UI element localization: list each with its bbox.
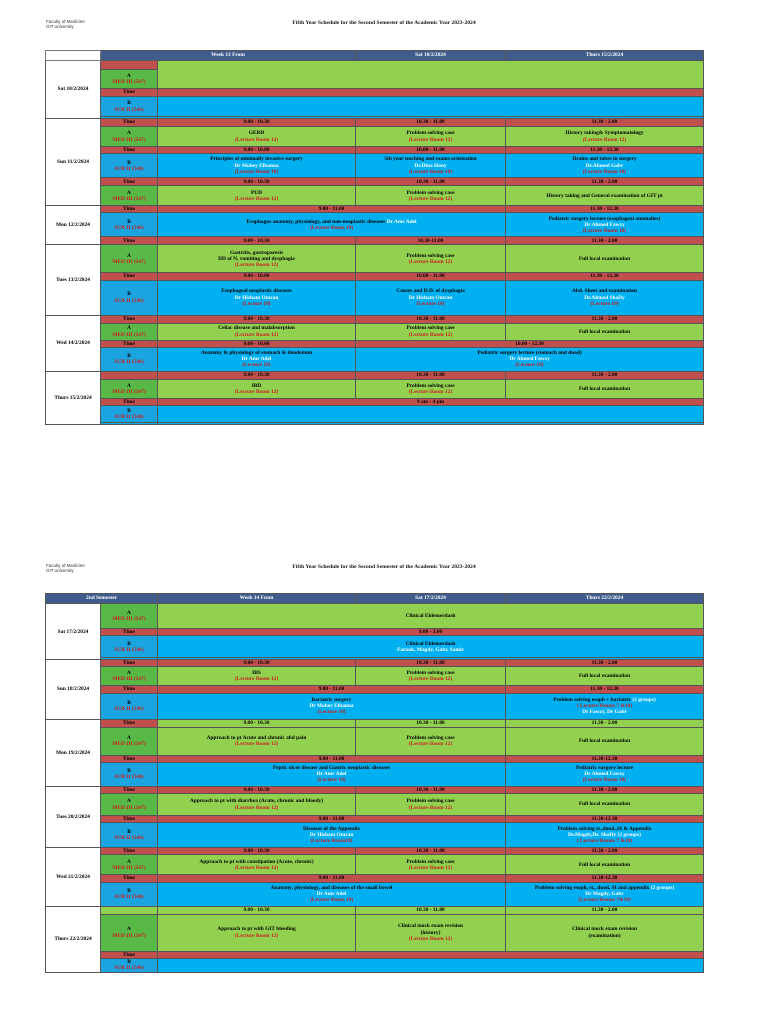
group-b-label: B SUR II (546) bbox=[101, 97, 158, 117]
table-row bbox=[46, 147, 704, 154]
session-cell: Problem solving esoph + bariatric (2 groups) ( Lecture Rooms 7 &10) Dr Fawzy, Dr Gabr bbox=[506, 693, 704, 719]
day-sun: Sun 18/2/2024 bbox=[46, 660, 101, 719]
slot-time: 9.00 - 10.30 bbox=[158, 315, 356, 323]
time-label: Time bbox=[101, 89, 158, 97]
session-cell: Full local examination bbox=[506, 855, 704, 875]
table-row bbox=[46, 693, 704, 719]
slot-time: 9.00 - 11.00 bbox=[158, 686, 506, 693]
university-name: GIT university bbox=[46, 24, 74, 29]
table-row bbox=[46, 178, 704, 186]
session-cell: Clinical mock exam revision (examination) bbox=[506, 914, 704, 951]
table-row bbox=[46, 340, 704, 347]
session-cell: Clinical mock exam revision (history) (Lecture Room 12) bbox=[356, 914, 506, 951]
table-row bbox=[46, 245, 704, 273]
time-label: Time bbox=[101, 629, 158, 636]
slot-time: 9.00 - 3.00 bbox=[158, 629, 704, 636]
table-row bbox=[46, 89, 704, 97]
slot-time: 9.00 - 10.30 bbox=[158, 119, 356, 127]
table-row bbox=[46, 371, 704, 379]
session-cell: Problem solving esoph, st., duod, SI and appendix (2 groups) Dr Magdy, Gabr (Lecture Rooms 7&10) bbox=[506, 882, 704, 906]
group-a-label: A MED III (547) bbox=[101, 323, 158, 340]
session-cell: Approach to pt Acute and chronic abd pain (Lecture Room 12) bbox=[158, 727, 356, 755]
time-label bbox=[101, 61, 158, 70]
group-b-label: B SUR II (546) bbox=[101, 882, 158, 906]
slot-time: 11.30 - 2.00 bbox=[506, 119, 704, 127]
slot-time: 11.30 - 2.00 bbox=[506, 786, 704, 793]
session-cell: IBS (Lecture Room 12) bbox=[158, 667, 356, 686]
day-mon: Mon 12/2/2024 bbox=[46, 206, 101, 245]
slot-time: 9.00 - 10.00 bbox=[158, 273, 356, 280]
slot-time: 11.30-12.30 bbox=[506, 875, 704, 882]
time-label: Time bbox=[101, 340, 158, 347]
group-a-label: A MED III (547) bbox=[101, 127, 158, 147]
schedule-page-2 bbox=[0, 512, 768, 1024]
slot-time: 11.30 - 2.00 bbox=[506, 660, 704, 667]
time-label: Time bbox=[101, 119, 158, 127]
slot-time: 9.00 - 10.30 bbox=[158, 178, 356, 186]
table-row bbox=[46, 315, 704, 323]
slot-time: 9.00 - 10.30 bbox=[158, 660, 356, 667]
slot-time: 10.30 - 11.00 bbox=[356, 786, 506, 793]
table-row bbox=[46, 406, 704, 423]
schedule-table-week-14 bbox=[45, 593, 704, 973]
time-label: Time bbox=[101, 237, 158, 245]
slot-time: 9 am - 4 pm bbox=[158, 398, 704, 405]
group-b-label: B SUR II (546) bbox=[101, 347, 158, 371]
session-cell: Problem solving case (Lecture Room 12) bbox=[356, 379, 506, 398]
table-row bbox=[46, 855, 704, 875]
slot-time: 11.30 - 2.00 bbox=[506, 906, 704, 914]
day-tue: Tues 20/2/2024 bbox=[46, 786, 101, 847]
slot-time: 10.30 - 11.00 bbox=[356, 719, 506, 727]
session-cell: IBD (Lecture Room 12) bbox=[158, 379, 356, 398]
spacer bbox=[101, 423, 158, 425]
slot-time: 10.00 - 11.00 bbox=[356, 273, 506, 280]
time-label: Time bbox=[101, 719, 158, 727]
session-cell: Full local examination bbox=[506, 245, 704, 273]
time-label: Time bbox=[101, 786, 158, 793]
slot-time: 9.00 - 11.00 bbox=[158, 206, 506, 213]
slot-time: 10.30 - 11.00 bbox=[356, 371, 506, 379]
sat-b-time bbox=[158, 89, 704, 97]
table-row bbox=[46, 727, 704, 755]
group-a-label: A MED III (547) bbox=[101, 667, 158, 686]
session-cell: Problem solving case (Lecture Room 12) bbox=[356, 127, 506, 147]
slot-time: 9.00 - 11.00 bbox=[158, 875, 506, 882]
group-b-label: B SUR II (546) bbox=[101, 154, 158, 178]
slot-time: 11.30 - 2.00 bbox=[506, 848, 704, 855]
session-cell: Approach to pt with GIT bleeding (Lecture Room 12) bbox=[158, 914, 356, 951]
table-row bbox=[46, 951, 704, 958]
session-cell: Problem solving case (Lecture Room 12) bbox=[356, 855, 506, 875]
session-cell: Abd. Sheet and examination Dr.Ahmed ShaDy (Lecture 10) bbox=[506, 280, 704, 315]
slot-time: 11.30 - 2.00 bbox=[506, 237, 704, 245]
session-cell: Peptic ulcer disease and Gastric neoplastic diseases Dr Amr Adel (Lecture 10) bbox=[158, 762, 506, 786]
session-cell: Gastritis, gastroparesis DD of N, vomiting and dysphagia (Lecture Room 12) bbox=[158, 245, 356, 273]
slot-time: 10.30 - 11.00 bbox=[356, 315, 506, 323]
session-cell: Problem solving case (Lecture Room 12) bbox=[356, 323, 506, 340]
session-cell: Approach to pt with constipation (Acute, chronic) (Lecture Room 12) bbox=[158, 855, 356, 875]
session-cell: Pediatric surgery lecture Dr Ahmed Fawzy (Lecture Room 10) bbox=[506, 762, 704, 786]
session-cell: Problem solving case (Lecture Room 12) bbox=[356, 245, 506, 273]
slot-time: 9.00 - 10.30 bbox=[158, 906, 356, 914]
slot-time: 10.30-11.00 bbox=[356, 237, 506, 245]
thu-b-slot bbox=[158, 406, 704, 423]
group-a-label: A MED III (547) bbox=[101, 379, 158, 398]
time-label: Time bbox=[101, 147, 158, 154]
time-label: Time bbox=[101, 686, 158, 693]
slot-time: 10.30 - 11.00 bbox=[356, 119, 506, 127]
session-cell: Esophageal neoplastic diseases Dr Hisham Omran (Lecture 10) bbox=[158, 280, 356, 315]
slot-time: 9.00 - 10.00 bbox=[158, 147, 356, 154]
session-cell: Full local examination bbox=[506, 379, 704, 398]
group-b-label: B SUR II (546) bbox=[101, 406, 158, 423]
table-row bbox=[46, 848, 704, 855]
slot-time: 9.00 - 10.00 bbox=[158, 340, 356, 347]
table-row bbox=[46, 882, 704, 906]
day-thu: Thurs 15/2/2024 bbox=[46, 371, 101, 424]
time-label bbox=[101, 371, 158, 379]
header-week: Week 14 From bbox=[158, 594, 356, 604]
group-b-label: B SUR II (546) bbox=[101, 693, 158, 719]
header-end-date: Thurs 15/2/2024 bbox=[506, 51, 704, 61]
time-label: Time bbox=[101, 315, 158, 323]
slot-time: 11.30 - 12.30 bbox=[506, 686, 704, 693]
session-cell: Drains and tubes in surgery Dr.Ahmed Gabr (Lecture Room 10) bbox=[506, 154, 704, 178]
university-name: GIT university bbox=[46, 568, 74, 573]
table-row bbox=[46, 423, 704, 425]
slot-time: 11.30 - 2.00 bbox=[506, 719, 704, 727]
session-cell: Clinical Eldemerdash bbox=[158, 604, 704, 629]
group-a-label: A MED III (547) bbox=[101, 914, 158, 951]
spacer bbox=[158, 423, 704, 425]
time-label: Time bbox=[101, 816, 158, 823]
group-b-label: B SUR II (546) bbox=[101, 762, 158, 786]
table-row bbox=[46, 762, 704, 786]
session-cell: Full local examination bbox=[506, 794, 704, 816]
day-wed: Wed 14/2/2024 bbox=[46, 315, 101, 371]
time-label: Time bbox=[101, 848, 158, 855]
session-cell: Problem solving case (Lecture Room 12) bbox=[356, 186, 506, 206]
header-start-date: Sat 17/2/2024 bbox=[356, 594, 506, 604]
session-cell: Full local examination bbox=[506, 667, 704, 686]
slot-time: 11.30 - 2.00 bbox=[506, 178, 704, 186]
group-a-label: A MED III (547) bbox=[101, 70, 158, 89]
header-semester: 2nd Semester bbox=[46, 594, 158, 604]
slot-time: 9.00 - 10.30 bbox=[158, 371, 356, 379]
table-row bbox=[46, 213, 704, 237]
slot-time: 11.30 - 2.00 bbox=[506, 371, 704, 379]
slot-time: 9.00 - 10.30 bbox=[158, 237, 356, 245]
table-row bbox=[46, 119, 704, 127]
header-start-date: Sat 10/2/2024 bbox=[356, 51, 506, 61]
day-sun: Sun 11/2/2024 bbox=[46, 119, 101, 206]
day-mon: Mon 19/2/2024 bbox=[46, 719, 101, 786]
session-cell: Pediatric surgery lecture (esophageal anomalies) Dr Ahmed Fawzy (Lecture Room 10) bbox=[506, 213, 704, 237]
slot-time: 11.30-12.30 bbox=[506, 755, 704, 762]
schedule-table-week-13 bbox=[45, 50, 704, 425]
slot-time: 11.30 - 2.00 bbox=[506, 315, 704, 323]
session-cell: Full local examination bbox=[506, 323, 704, 340]
slot-time: 10.30 - 11.00 bbox=[356, 660, 506, 667]
group-b-label: B SUR II (546) bbox=[101, 213, 158, 237]
slot-time: 10.30 - 11.00 bbox=[356, 178, 506, 186]
session-cell: Anatomy & physiology of stomach & duodenum Dr Amr Adel (Lecture 10) bbox=[158, 347, 356, 371]
header-end-date: Thurs 22/2/2024 bbox=[506, 594, 704, 604]
page-title: Fifth Year Schedule for the Second Semester of the Academic Year 2023-2024 bbox=[292, 564, 476, 570]
table-row bbox=[46, 379, 704, 398]
faculty-name: Faculty of Medicine bbox=[46, 19, 85, 24]
table-row bbox=[46, 636, 704, 658]
session-cell: 5th year teaching and exams orientation Dr.Dina Hany (Lecture Room 10) bbox=[356, 154, 506, 178]
day-tue: Tues 13/2/2024 bbox=[46, 245, 101, 315]
table-row bbox=[46, 323, 704, 340]
slot-time: 11.30 - 12.30 bbox=[506, 206, 704, 213]
table-row bbox=[46, 667, 704, 686]
table-header bbox=[46, 51, 704, 61]
table-row bbox=[46, 237, 704, 245]
session-cell: Problem solving case (Lecture Room 12) bbox=[356, 667, 506, 686]
table-row bbox=[46, 273, 704, 280]
session-cell: Approach to pt with diarrhea (Acute, chronic and bloody) (Lecture Room 12) bbox=[158, 794, 356, 816]
day-thu: Thurs 22/2/2024 bbox=[46, 906, 101, 972]
session-cell: Celiac disease and malabsorption (Lecture Room 12) bbox=[158, 323, 356, 340]
group-b-label: B SUR II (546) bbox=[101, 823, 158, 848]
table-row bbox=[46, 875, 704, 882]
table-row bbox=[46, 604, 704, 629]
session-cell: Problem solving case (Lecture Room 12) bbox=[356, 794, 506, 816]
time-label: Time bbox=[101, 660, 158, 667]
table-row bbox=[46, 958, 704, 972]
table-row bbox=[46, 660, 704, 667]
session-cell: Full local examination bbox=[506, 727, 704, 755]
group-b-label: B SUR II (546) bbox=[101, 958, 158, 972]
session-cell: Bariatric surgery Dr Mohey Elbanna (Lecture 10) bbox=[158, 693, 506, 719]
slot-time: 9.00 - 10.30 bbox=[158, 786, 356, 793]
slot-time: 9.00 - 11.00 bbox=[158, 816, 506, 823]
slot-time: 9.00 - 10.30 bbox=[158, 848, 356, 855]
table-row bbox=[46, 629, 704, 636]
table-row bbox=[46, 794, 704, 816]
table-row bbox=[46, 280, 704, 315]
table-row bbox=[46, 61, 704, 70]
header-week: Week 13 From bbox=[101, 51, 356, 61]
table-row bbox=[46, 206, 704, 213]
session-cell: Principles of minimally invasive surgery Dr Mohey Elbanna (Lecture Room 10) bbox=[158, 154, 356, 178]
slot-time: 10.30 - 11.00 bbox=[356, 848, 506, 855]
table-row bbox=[46, 686, 704, 693]
day-sat: Sat 17/2/2024 bbox=[46, 604, 101, 660]
session-cell: Problem solving case (Lecture Room 12) bbox=[356, 727, 506, 755]
table-row bbox=[46, 186, 704, 206]
sat-a-slot bbox=[158, 61, 704, 89]
session-cell: Diseases of the Appendix Dr Hisham Omran (Lecture Room10) bbox=[158, 823, 506, 848]
group-a-label: A MED III (547) bbox=[101, 604, 158, 629]
page-title: Fifth Year Schedule for the Second Semester of the Academic Year 2023-2024 bbox=[292, 20, 476, 26]
time-label: Time bbox=[101, 755, 158, 762]
time-label: Time bbox=[101, 206, 158, 213]
thu-b-slot bbox=[158, 958, 704, 972]
group-a-label: A MED III (547) bbox=[101, 245, 158, 273]
group-b-label: B SUR II (546) bbox=[101, 280, 158, 315]
day-sat: Sat 10/2/2024 bbox=[46, 61, 101, 119]
table-row bbox=[46, 755, 704, 762]
group-a-label: A MED III (547) bbox=[101, 186, 158, 206]
session-cell: GERD (Lecture Room 12) bbox=[158, 127, 356, 147]
table-row bbox=[46, 97, 704, 117]
table-row bbox=[46, 154, 704, 178]
time-label: Time bbox=[101, 951, 158, 958]
session-cell: Clinical Eldemerdash Farouk, Magdy, Gabr, Samir bbox=[158, 636, 704, 658]
day-wed: Wed 21/2/2024 bbox=[46, 848, 101, 906]
session-cell: Pediatric surgery lecture (stomach and duod) Dr Ahmed Fawzy (Lecture 10) bbox=[356, 347, 704, 371]
table-row bbox=[46, 127, 704, 147]
slot-time: 11.30 - 12.30 bbox=[506, 147, 704, 154]
slot-time: 11.30 - 12.30 bbox=[506, 273, 704, 280]
time-label: Time bbox=[101, 178, 158, 186]
slot-time: 9.00 - 10.30 bbox=[158, 719, 356, 727]
table-row bbox=[46, 906, 704, 914]
slot-time: 10.00 - 11.00 bbox=[356, 147, 506, 154]
table-row bbox=[46, 914, 704, 951]
group-b-label: B SUR II (546) bbox=[101, 636, 158, 658]
slot-time: 10.30 - 11.00 bbox=[356, 906, 506, 914]
session-cell: PUD (Lecture Room 12) bbox=[158, 186, 356, 206]
table-row bbox=[46, 823, 704, 848]
time-label: Time bbox=[101, 875, 158, 882]
header-blank bbox=[46, 51, 101, 61]
table-row bbox=[46, 347, 704, 371]
slot-time: 9.00 - 11.00 bbox=[158, 755, 506, 762]
slot-time: 11.30-12.30 bbox=[506, 816, 704, 823]
group-a-label: A MED III (547) bbox=[101, 855, 158, 875]
slot-time: 10.00 - 12.30 bbox=[356, 340, 704, 347]
session-cell: Causes and D.D. of dysphagia Dr Hisham Omran (Lecture 10) bbox=[356, 280, 506, 315]
time-label: Time bbox=[101, 273, 158, 280]
group-a-label: A MED III (547) bbox=[101, 727, 158, 755]
session-cell: Anatomy, physiology, and diseases of the small bowel Dr Amr Adel (Lecture Room 10) bbox=[158, 882, 506, 906]
time-label: Time bbox=[101, 398, 158, 405]
sat-b-slot bbox=[158, 97, 704, 117]
session-cell: History taking and General examination of GIT pt bbox=[506, 186, 704, 206]
table-header bbox=[46, 594, 704, 604]
session-cell: Problem solving st.,duod.,SI & Appendix Dr.Magdy,Dr. ShaDy (2 groups) ( Lecture Rooms 7 &10) bbox=[506, 823, 704, 848]
session-cell: Esophagus anatomy, physiology, and non-neoplastic diseases Dr Amr Adel (Lecture Room 10) bbox=[158, 213, 506, 237]
table-row bbox=[46, 816, 704, 823]
group-a-label: A MED III (547) bbox=[101, 794, 158, 816]
faculty-name: Faculty of Medicine bbox=[46, 563, 85, 568]
table-row bbox=[46, 719, 704, 727]
session-cell: History taking& Symptomatology (Lecture Room 12) bbox=[506, 127, 704, 147]
time-label bbox=[101, 906, 158, 914]
thu-b-time bbox=[158, 951, 704, 958]
table-row bbox=[46, 786, 704, 793]
table-row bbox=[46, 398, 704, 405]
